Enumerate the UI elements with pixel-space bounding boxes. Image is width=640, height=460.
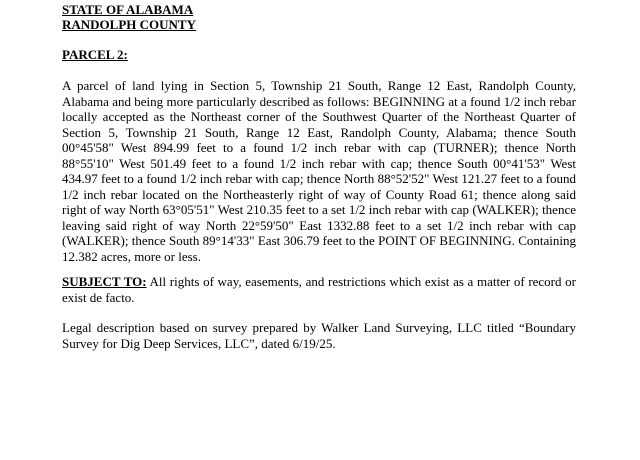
subject-to-label: SUBJECT TO:	[62, 274, 147, 289]
parcel-heading: PARCEL 2:	[62, 47, 128, 62]
legal-description-note: Legal description based on survey prepared by Walker Land Surveying, LLC titled “Boundary Survey for Dig Deep Services, LLC”, dated 6/19/25.	[62, 320, 576, 351]
parcel-description: A parcel of land lying in Section 5, Township 21 South, Range 12 East, Randolph County, Alabama and being more particularly described as follows: BEGINNING at a found 1/2 inch rebar locally accepted as the Northeast corner of the Southwest Quarter of the Northeast Quarter of Section 5, Township 21 South, Range 12 East, Randolph County, Alabama; thence South 00°45'58" West 894.99 feet to a found 1/2 inch rebar with cap (TURNER); thence North 88°55'10" West 501.49 feet to a found 1/2 inch rebar with cap; thence South 00°41'53" West 434.97 feet to a found 1/2 inch rebar with cap; thence North 88°52'52" West 121.27 feet to a found 1/2 inch rebar located on the Northeasterly right of way of County Road 61; thence along said right of way North 63°05'51" West 210.35 feet to a set 1/2 inch rebar with cap (WALKER); thence leaving said right of way North 22°59'50" East 1332.88 feet to a set 1/2 inch rebar with cap (WALKER); thence South 89°14'33" East 306.79 feet to the POINT OF BEGINNING. Containing 12.382 acres, more or less.	[62, 78, 576, 264]
county-heading: RANDOLPH COUNTY	[62, 17, 196, 32]
subject-to-text: All rights of way, easements, and restrictions which exist as a matter of record or exist de facto.	[62, 274, 576, 305]
state-heading: STATE OF ALABAMA	[62, 2, 194, 17]
subject-to-paragraph	[62, 274, 576, 305]
